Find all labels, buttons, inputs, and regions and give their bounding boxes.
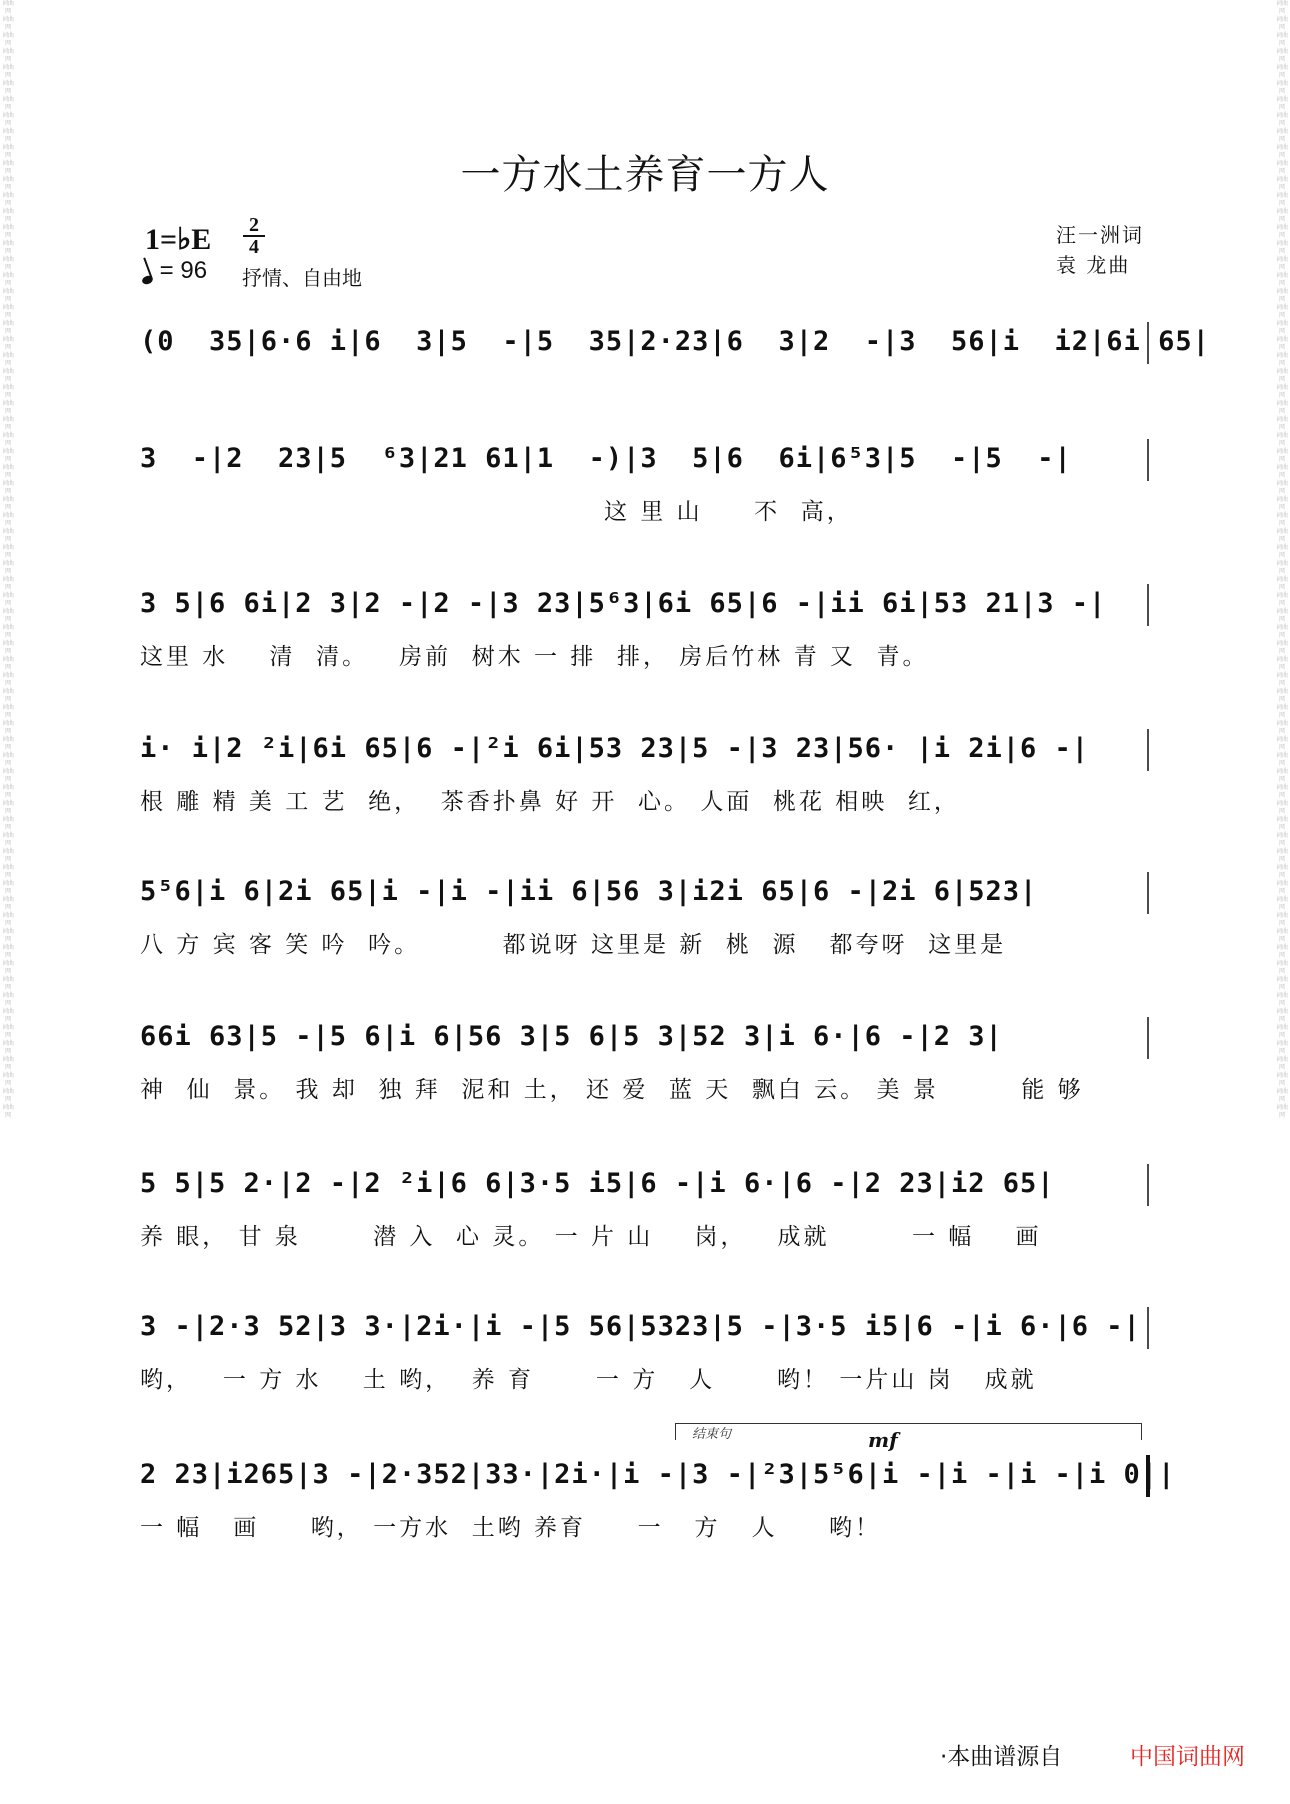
notation-text: 5 5|5 2·|2 -|2 ²i|6 6|3·5 i5|6 -|i 6·|6 -|2 23|i2 65| (140, 1168, 1055, 1199)
notation-line (140, 1013, 1150, 1059)
lyric-line: 根 雕 精 美 工 艺 绝， 茶香扑鼻 好 开 心。 人面 桃花 相映 红， (140, 789, 960, 815)
lyric-line: 神 仙 景。 我 却 独 拜 泥和 土， 还 爱 蓝 天 飘白 云。 美 景 能 够 (140, 1077, 1084, 1103)
notation-line (140, 1303, 1150, 1349)
notation-line (140, 725, 1150, 771)
lyric-line: 养 眼， 甘 泉 潜 入 心 灵。 一 片 山 岗， 成就 一 幅 画 (140, 1224, 1042, 1250)
barline-graphic (140, 318, 1150, 364)
expression-marking: 抒情、自由地 (242, 266, 362, 290)
lyric-line: 一 幅 画 哟， 一方水 土哟 养育 一 方 人 哟！ (140, 1515, 882, 1541)
barline-graphic (140, 1160, 1150, 1206)
time-signature (243, 216, 265, 256)
right-watermark-strip: 词曲网 词曲网 词曲网 词曲网 词曲网 词曲网 词曲网 词曲网 词曲网 词曲网 词曲网 词曲网 词曲网 词曲网 词曲网 词曲网 词曲网 词曲网 词曲网 词曲网 词曲网 词曲网 词曲网 词曲网 词曲网 词曲网 词曲网 词曲网 词曲网 词曲网 词曲网 词曲网 词曲网 词曲网 词曲网 词曲网 词曲网 词曲网 词曲网 词曲网 词曲网 词曲网 词曲网 词曲网 词曲网 词曲网 词曲网 词曲网 词曲网 词曲网 词曲网 词曲网 词曲网 词曲网 词曲网 词曲网 词曲网 词曲网 词曲网 词曲网 词曲网 词曲网 词曲网 词曲网 词曲网 词曲网 词曲网 词曲网 词曲网 词曲网 (1276, 0, 1289, 1119)
site-name: 中国词曲网 (1130, 1744, 1245, 1770)
quarter-note-icon (141, 274, 154, 285)
lyric-line: 这里 水 清 清。 房前 树木 一 排 排， 房后竹林 青 又 青。 (140, 644, 929, 670)
tempo-marking (142, 257, 207, 285)
lyric-line: 八 方 宾 客 笑 吟 吟。 都说呀 这里是 新 桃 源 都夸呀 这里是 (140, 932, 1007, 958)
barline-graphic (140, 435, 1150, 481)
notation-text: 5⁵6|i 6|2i 65|i -|i -|ii 6|56 3|i2i 65|6 -|2i 6|523| (140, 876, 1038, 907)
lyric-line: 哟， 一 方 水 土 哟， 养 育 一 方 人 哟！ 一片山 岗 成就 (140, 1367, 1037, 1393)
barline-graphic (140, 580, 1150, 626)
notation-line (140, 435, 1150, 481)
notation-text: 3 -|2·3 52|3 3·|2i·|i -|5 56|5323|5 -|3·5 i5|6 -|i 6·|6 -| (140, 1311, 1141, 1342)
key-signature: 1=♭E (145, 223, 212, 256)
credits (1056, 220, 1144, 280)
barline-graphic (140, 868, 1150, 914)
notation-line (140, 1451, 1176, 1497)
source-label: ·本曲谱源自 (940, 1744, 1063, 1770)
notation-text: 3 -|2 23|5 ⁶3|21 61|1 -)|3 5|6 6i|6⁵3|5 -|5 -| (140, 443, 1072, 474)
composer: 袁 龙曲 (1056, 253, 1131, 277)
notation-text: 66i 63|5 -|5 6|i 6|56 3|5 6|5 3|52 3|i 6·|6 -|2 3| (140, 1021, 1003, 1052)
notation-line (140, 1160, 1150, 1206)
notation-text: i· i|2 ²i|6i 65|6 -|²i 6i|53 23|5 -|3 23|56· |i 2i|6 -| (140, 733, 1090, 764)
left-watermark-strip: 词曲网 词曲网 词曲网 词曲网 词曲网 词曲网 词曲网 词曲网 词曲网 词曲网 词曲网 词曲网 词曲网 词曲网 词曲网 词曲网 词曲网 词曲网 词曲网 词曲网 词曲网 词曲网 词曲网 词曲网 词曲网 词曲网 词曲网 词曲网 词曲网 词曲网 词曲网 词曲网 词曲网 词曲网 词曲网 词曲网 词曲网 词曲网 词曲网 词曲网 词曲网 词曲网 词曲网 词曲网 词曲网 词曲网 词曲网 词曲网 词曲网 词曲网 词曲网 词曲网 词曲网 词曲网 词曲网 词曲网 词曲网 词曲网 词曲网 词曲网 词曲网 词曲网 词曲网 词曲网 词曲网 词曲网 词曲网 词曲网 词曲网 词曲网 (2, 0, 15, 1119)
tempo-value: = 96 (159, 257, 208, 284)
meter-top: 2 (249, 214, 259, 236)
barline-graphic (140, 1303, 1150, 1349)
barline-graphic (140, 1451, 1150, 1497)
notation-text: (0 35|6·6 i|6 3|5 -|5 35|2·23|6 3|2 -|3 56|i i2|6i 65| (140, 326, 1210, 357)
ending-label: 结束句 (692, 1427, 732, 1442)
notation-text: 2 23|i265|3 -|2·352|33·|2i·|i -|3 -|²3|5⁵6|i -|i -|i -|i 0|| (140, 1459, 1176, 1490)
dynamic-marking: mf (868, 1428, 898, 1452)
barline-graphic (140, 725, 1150, 771)
song-title: 一方水土养育一方人 (460, 152, 830, 198)
notation-line (140, 580, 1150, 626)
lyricist: 汪一洲词 (1056, 223, 1144, 247)
lyric-line: 这 里 山 不 高， (140, 499, 853, 525)
notation-line (140, 318, 1210, 364)
barline-graphic (140, 1013, 1150, 1059)
notation-text: 3 5|6 6i|2 3|2 -|2 -|3 23|5⁶3|6i 65|6 -|ii 6i|53 21|3 -| (140, 588, 1107, 619)
notation-line (140, 868, 1150, 914)
ending-bracket (675, 1423, 1142, 1440)
meter-bottom: 4 (249, 236, 259, 258)
